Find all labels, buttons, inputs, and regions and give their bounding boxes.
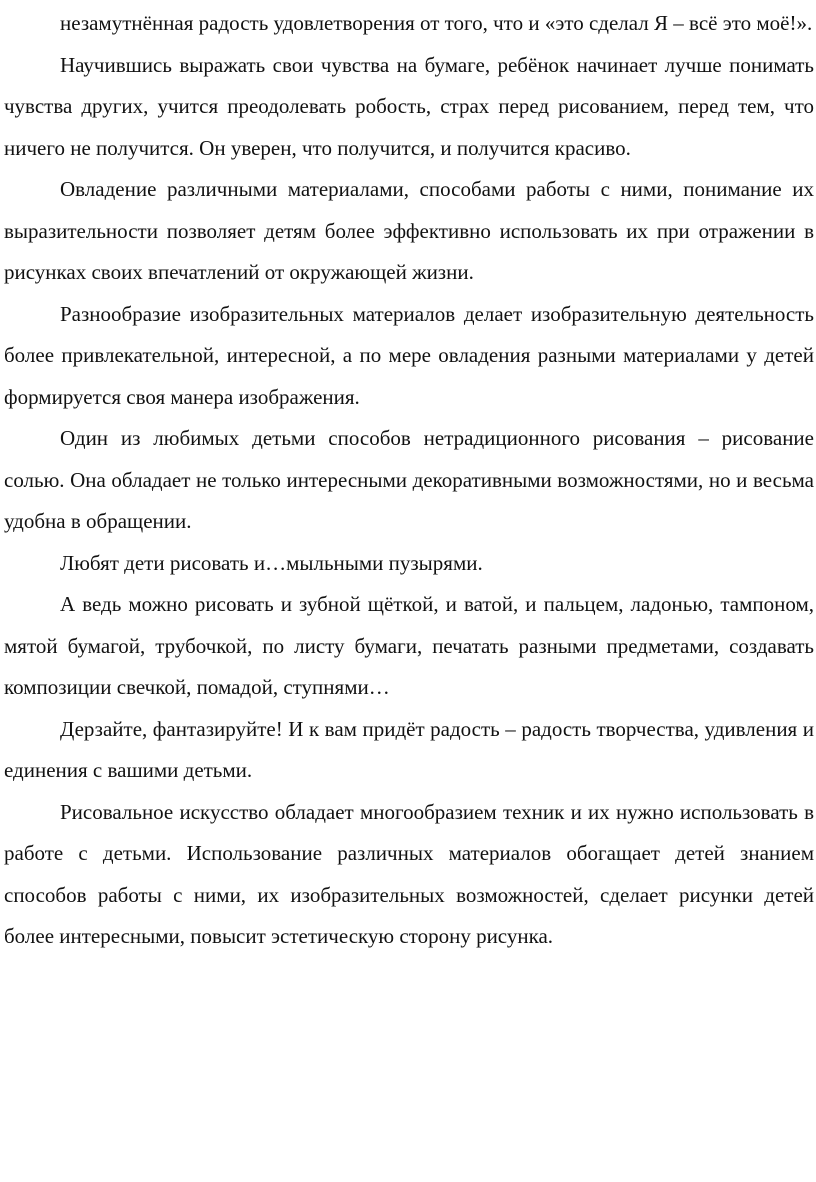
paragraph-soap-bubbles: Любят дети рисовать и…мыльными пузырями. bbox=[60, 550, 483, 575]
paragraph-encouragement: Дерзайте, фантазируйте! И к вам придёт радость – радость творчества, удивления и единения с вашими детьми. bbox=[4, 716, 814, 782]
paragraph-continuation: незамутнённая радость удовлетворения от того, что и «это сделал Я – всё это моё!». bbox=[60, 11, 813, 35]
paragraph-techniques: А ведь можно рисовать и зубной щёткой, и ватой, и пальцем, ладонью, тампоном, мятой бумагой, трубочкой, по листу бумаги, печатать разными предметами, создавать композиции свечкой, помадой, ступнями… bbox=[4, 592, 814, 699]
paragraph-feelings: Научившись выражать свои чувства на бумаге, ребёнок начинает лучше понимать чувства других, учится преодолевать робость, страх перед рисованием, перед тем, что ничего не получится. Он уверен, что получится, и получится красиво. bbox=[4, 52, 814, 160]
paragraph-materials: Овладение различными материалами, способами работы с ними, понимание их выразительности позволяет детям более эффективно использовать их при отражении в рисунках своих впечатлений от окружающей жизни. bbox=[4, 177, 814, 284]
paragraph-salt-drawing: Один из любимых детьми способов нетрадиционного рисования – рисование солью. Она обладает не только интересными декоративными возможностями, но и весьма удобна в обращении. bbox=[4, 426, 814, 533]
paragraph-variety: Разнообразие изобразительных материалов делает изобразительную деятельность более привлекательной, интересной, а по мере овладения разными материалами у детей формируется своя манера изображения. bbox=[4, 301, 814, 409]
paragraph-conclusion: Рисовальное искусство обладает многообразием техник и их нужно использовать в работе с детьми. Использование различных материалов обогащает детей знанием способов работы с ними, их изобразительных возможностей, сделает рисунки детей более интересными, повысит эстетическую сторону рисунка. bbox=[4, 799, 814, 948]
